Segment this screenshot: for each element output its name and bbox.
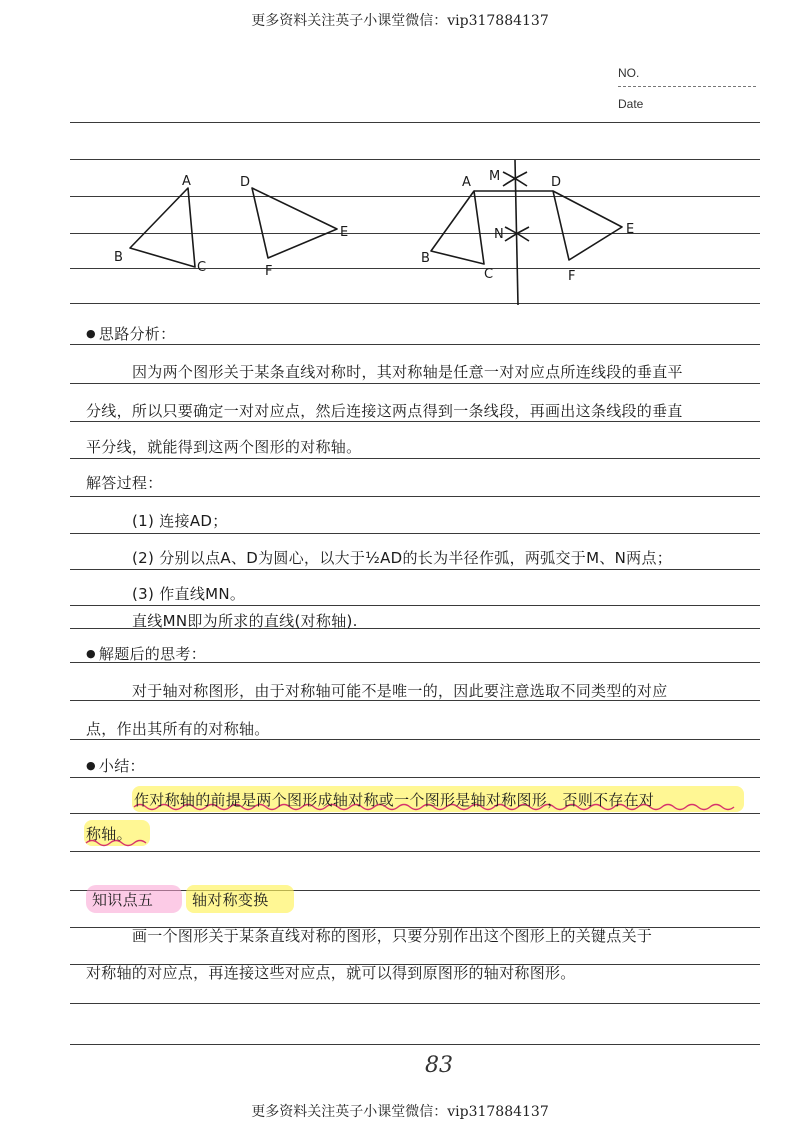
label-f: F <box>265 264 273 279</box>
analysis-line-3: 平分线，就能得到这两个图形的对称轴。 <box>86 438 362 456</box>
reflection-line-2: 点，作出其所有的对称轴。 <box>86 720 270 738</box>
label-f-right: F <box>568 269 576 284</box>
label-m: M <box>489 169 501 184</box>
reflection-line-1: 对于轴对称图形，由于对称轴可能不是唯一的，因此要注意选取不同类型的对应 <box>132 682 668 700</box>
analysis-heading: ● 思路分析： <box>86 323 175 344</box>
label-c: C <box>197 260 207 275</box>
date-label: Date <box>618 97 644 111</box>
watermark-top: 更多资料关注英子小课堂微信：vip317884137 <box>251 13 549 29</box>
no-label: NO. <box>618 66 640 80</box>
analysis-line-1: 因为两个图形关于某条直线对称时，其对称轴是任意一对对应点所连线段的垂直平 <box>132 363 683 381</box>
page-number: 83 <box>425 1053 453 1078</box>
label-a: A <box>182 174 191 189</box>
label-b-right: B <box>421 251 430 266</box>
watermark-bottom: 更多资料关注英子小课堂微信：vip317884137 <box>251 1104 549 1120</box>
label-a-right: A <box>462 175 471 190</box>
summary-line-2: 称轴。 <box>86 825 132 843</box>
label-n: N <box>494 227 504 242</box>
solution-heading: 解答过程： <box>86 474 163 492</box>
solution-step-3: (3) 作直线MN。 <box>132 585 246 603</box>
label-e: E <box>340 225 349 240</box>
summary-heading: ● 小结： <box>86 755 145 776</box>
solution-step-2: (2) 分别以点A、D为圆心，以大于½AD的长为半径作弧，两弧交于M、N两点； <box>132 549 673 567</box>
analysis-line-2: 分线，所以只要确定一对对应点，然后连接这两点得到一条线段，再画出这条线段的垂直 <box>86 402 683 420</box>
label-d-right: D <box>551 175 562 190</box>
solution-conclusion: 直线MN即为所求的直线(对称轴). <box>132 612 358 630</box>
knowledge-title: 轴对称变换 <box>192 891 269 909</box>
label-b: B <box>114 250 123 265</box>
label-d: D <box>240 175 251 190</box>
solution-step-1: (1) 连接AD； <box>132 512 228 530</box>
label-e-right: E <box>626 222 635 237</box>
knowledge-tag: 知识点五 <box>92 891 154 909</box>
label-c-right: C <box>484 267 494 282</box>
knowledge-line-1: 画一个图形关于某条直线对称的图形，只要分别作出这个图形上的关键点关于 <box>132 927 653 945</box>
summary-line-1: 作对称轴的前提是两个图形成轴对称或一个图形是轴对称图形，否则不存在对 <box>134 791 655 809</box>
knowledge-line-2: 对称轴的对应点，再连接这些对应点，就可以得到原图形的轴对称图形。 <box>86 964 576 982</box>
reflection-heading: ● 解题后的思考： <box>86 643 206 664</box>
